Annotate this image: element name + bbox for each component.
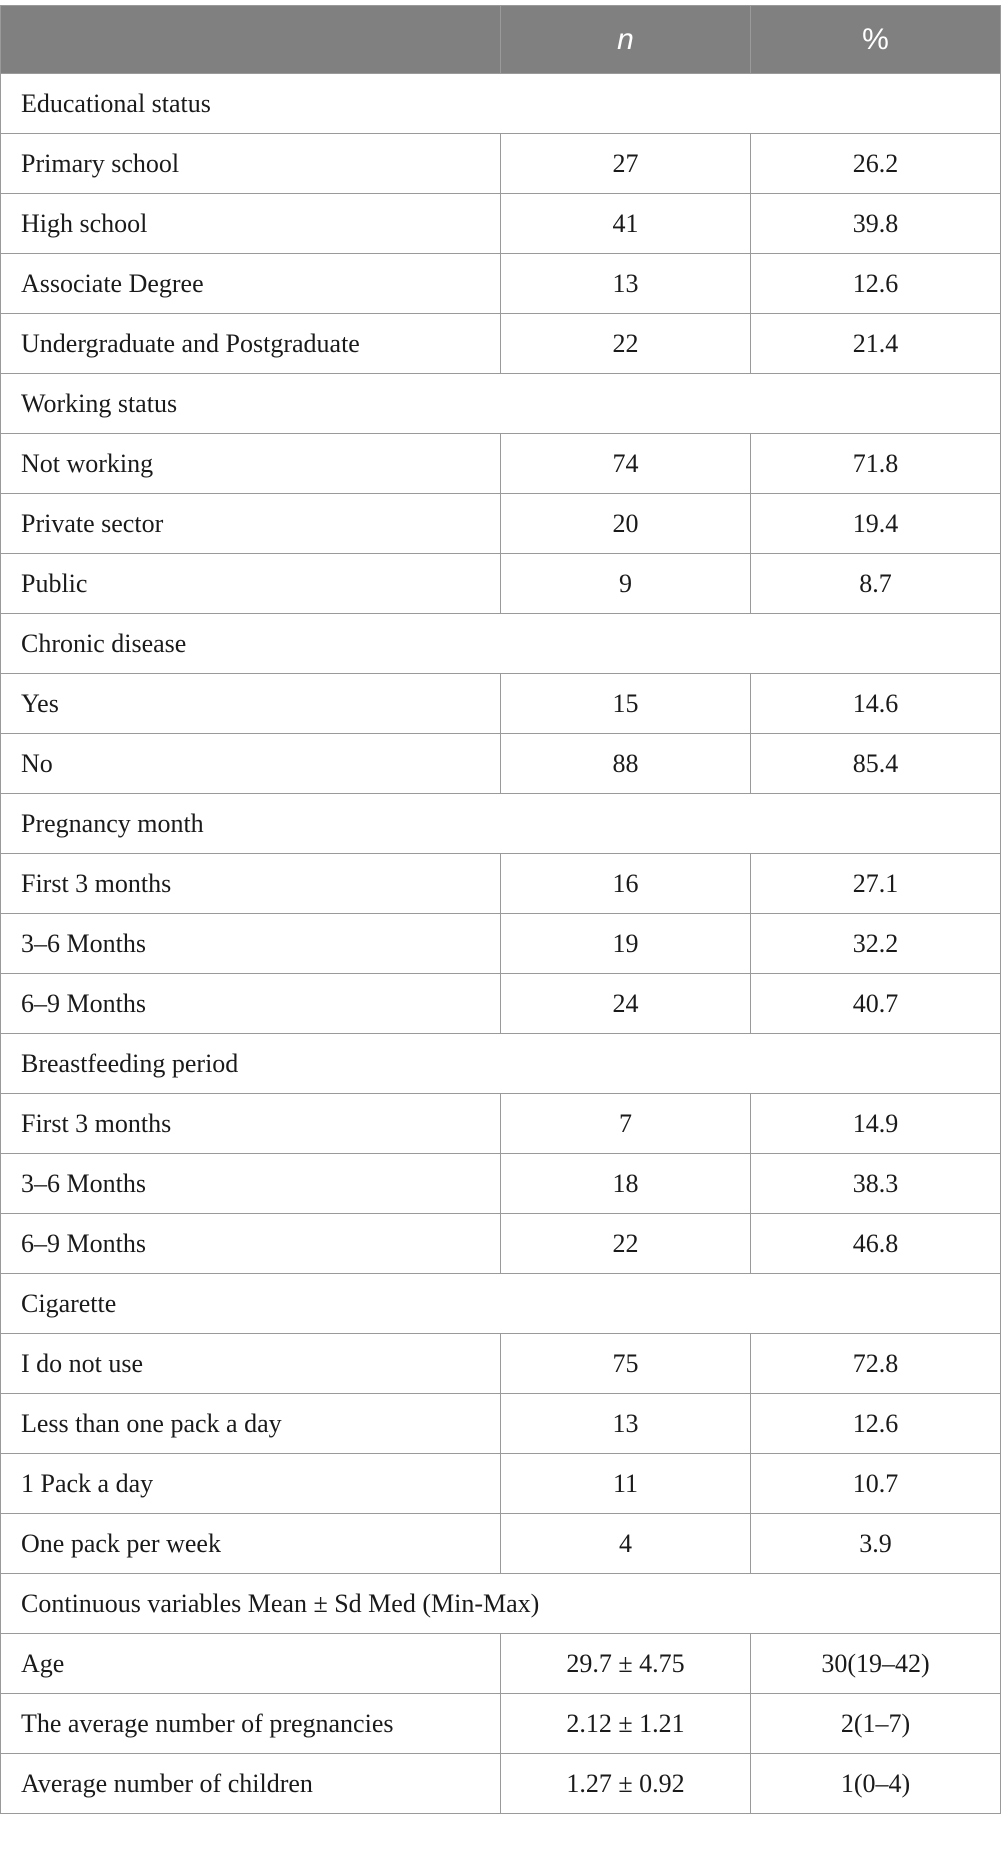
row-label-cell: Associate Degree xyxy=(1,254,501,314)
row-label-cell: Less than one pack a day xyxy=(1,1394,501,1454)
table-row xyxy=(1,914,1001,974)
table-row xyxy=(1,554,1001,614)
row-label-cell: Undergraduate and Postgraduate xyxy=(1,314,501,374)
row-n-cell: 18 xyxy=(501,1154,751,1214)
table-header xyxy=(1,6,1001,74)
table-row xyxy=(1,1154,1001,1214)
row-label-cell: One pack per week xyxy=(1,1514,501,1574)
table-row xyxy=(1,1334,1001,1394)
row-percent-cell: 46.8 xyxy=(751,1214,1001,1274)
row-percent-cell: 32.2 xyxy=(751,914,1001,974)
row-percent-cell: 12.6 xyxy=(751,1394,1001,1454)
section-header-label: Continuous variables Mean ± Sd Med (Min-Max) xyxy=(1,1574,1001,1634)
row-label-cell: Average number of children xyxy=(1,1754,501,1814)
table-row xyxy=(1,134,1001,194)
row-label-cell: Private sector xyxy=(1,494,501,554)
header-n-cell: n xyxy=(501,6,751,74)
row-percent-cell: 72.8 xyxy=(751,1334,1001,1394)
row-n-cell: 19 xyxy=(501,914,751,974)
row-n-cell: 1.27 ± 0.92 xyxy=(501,1754,751,1814)
row-percent-cell: 3.9 xyxy=(751,1514,1001,1574)
row-percent-cell: 10.7 xyxy=(751,1454,1001,1514)
row-n-cell: 22 xyxy=(501,314,751,374)
table-row xyxy=(1,1634,1001,1694)
row-percent-cell: 30(19–42) xyxy=(751,1634,1001,1694)
table-row xyxy=(1,1514,1001,1574)
section-header-label: Cigarette xyxy=(1,1274,1001,1334)
row-percent-cell: 40.7 xyxy=(751,974,1001,1034)
table-row xyxy=(1,494,1001,554)
section-header-row xyxy=(1,1574,1001,1634)
row-n-cell: 13 xyxy=(501,1394,751,1454)
row-n-cell: 74 xyxy=(501,434,751,494)
row-n-cell: 7 xyxy=(501,1094,751,1154)
row-label-cell: Yes xyxy=(1,674,501,734)
table-row xyxy=(1,1694,1001,1754)
row-percent-cell: 8.7 xyxy=(751,554,1001,614)
section-header-row xyxy=(1,374,1001,434)
row-n-cell: 11 xyxy=(501,1454,751,1514)
row-n-cell: 75 xyxy=(501,1334,751,1394)
row-n-cell: 4 xyxy=(501,1514,751,1574)
row-label-cell: Age xyxy=(1,1634,501,1694)
section-header-row xyxy=(1,1034,1001,1094)
row-percent-cell: 85.4 xyxy=(751,734,1001,794)
row-n-cell: 20 xyxy=(501,494,751,554)
row-label-cell: Public xyxy=(1,554,501,614)
row-label-cell: First 3 months xyxy=(1,854,501,914)
row-n-cell: 9 xyxy=(501,554,751,614)
section-header-label: Educational status xyxy=(1,74,1001,134)
row-percent-cell: 26.2 xyxy=(751,134,1001,194)
row-percent-cell: 71.8 xyxy=(751,434,1001,494)
table-row xyxy=(1,434,1001,494)
row-n-cell: 13 xyxy=(501,254,751,314)
row-percent-cell: 39.8 xyxy=(751,194,1001,254)
table-row xyxy=(1,314,1001,374)
demographics-table xyxy=(0,5,1001,1814)
table-row xyxy=(1,1094,1001,1154)
table-row xyxy=(1,674,1001,734)
row-percent-cell: 38.3 xyxy=(751,1154,1001,1214)
row-label-cell: 6–9 Months xyxy=(1,1214,501,1274)
table-row xyxy=(1,974,1001,1034)
row-percent-cell: 27.1 xyxy=(751,854,1001,914)
section-header-row xyxy=(1,794,1001,854)
row-percent-cell: 14.6 xyxy=(751,674,1001,734)
demographics-table-container xyxy=(0,5,1000,1814)
row-percent-cell: 21.4 xyxy=(751,314,1001,374)
row-label-cell: First 3 months xyxy=(1,1094,501,1154)
header-row xyxy=(1,6,1001,74)
table-row xyxy=(1,1214,1001,1274)
row-n-cell: 88 xyxy=(501,734,751,794)
row-n-cell: 22 xyxy=(501,1214,751,1274)
row-n-cell: 27 xyxy=(501,134,751,194)
header-label-cell xyxy=(1,6,501,74)
row-percent-cell: 1(0–4) xyxy=(751,1754,1001,1814)
section-header-row xyxy=(1,614,1001,674)
table-body xyxy=(1,74,1001,1814)
row-percent-cell: 14.9 xyxy=(751,1094,1001,1154)
section-header-label: Breastfeeding period xyxy=(1,1034,1001,1094)
header-percent-cell: % xyxy=(751,6,1001,74)
row-n-cell: 41 xyxy=(501,194,751,254)
table-row xyxy=(1,1454,1001,1514)
row-n-cell: 16 xyxy=(501,854,751,914)
section-header-label: Working status xyxy=(1,374,1001,434)
section-header-label: Chronic disease xyxy=(1,614,1001,674)
row-label-cell: I do not use xyxy=(1,1334,501,1394)
row-percent-cell: 19.4 xyxy=(751,494,1001,554)
row-label-cell: 3–6 Months xyxy=(1,914,501,974)
section-header-row xyxy=(1,1274,1001,1334)
table-row xyxy=(1,1394,1001,1454)
table-row xyxy=(1,254,1001,314)
row-label-cell: 3–6 Months xyxy=(1,1154,501,1214)
row-n-cell: 29.7 ± 4.75 xyxy=(501,1634,751,1694)
row-label-cell: 6–9 Months xyxy=(1,974,501,1034)
row-label-cell: No xyxy=(1,734,501,794)
section-header-row xyxy=(1,74,1001,134)
row-label-cell: 1 Pack a day xyxy=(1,1454,501,1514)
table-row xyxy=(1,194,1001,254)
row-n-cell: 15 xyxy=(501,674,751,734)
table-row xyxy=(1,734,1001,794)
row-label-cell: The average number of pregnancies xyxy=(1,1694,501,1754)
table-row xyxy=(1,854,1001,914)
row-label-cell: Not working xyxy=(1,434,501,494)
row-percent-cell: 2(1–7) xyxy=(751,1694,1001,1754)
section-header-label: Pregnancy month xyxy=(1,794,1001,854)
row-label-cell: Primary school xyxy=(1,134,501,194)
row-percent-cell: 12.6 xyxy=(751,254,1001,314)
table-row xyxy=(1,1754,1001,1814)
row-n-cell: 2.12 ± 1.21 xyxy=(501,1694,751,1754)
row-n-cell: 24 xyxy=(501,974,751,1034)
row-label-cell: High school xyxy=(1,194,501,254)
